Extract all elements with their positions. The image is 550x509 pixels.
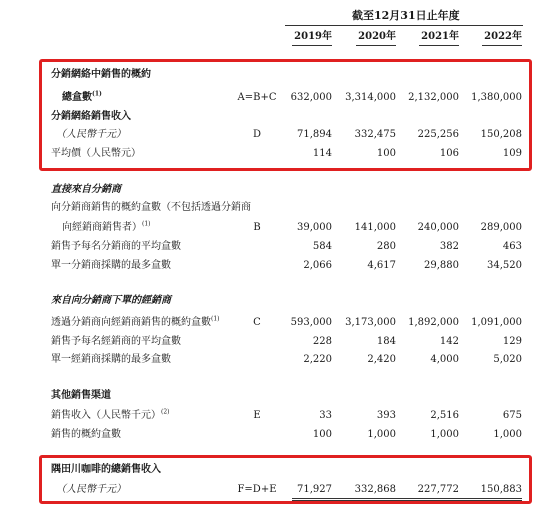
cell-value: 1,892,000: [408, 317, 459, 328]
row-label-other-revenue: 銷售收入（人民幣千元）$^{(2)}$: [51, 408, 170, 421]
cell-value: 332,475: [354, 129, 396, 140]
row-label-total-rmb-thousand: （人民幣千元）: [56, 484, 126, 495]
section-title-other-channels: 其他銷售渠道: [51, 390, 111, 401]
section-title-total-revenue: 隅田川咖啡的總銷售收入: [51, 464, 161, 475]
total-underline: [292, 498, 522, 499]
row-label-boxes-to-distributors-line2: 向經銷商銷售者）$^{(1)}$: [62, 220, 151, 233]
year-2019: 2019年: [294, 31, 332, 42]
cell-value: 106: [439, 148, 459, 159]
cell-value: 142: [439, 336, 459, 347]
section-title-distribution: 分銷網絡中銷售的概約: [51, 69, 151, 80]
cell-value: 463: [502, 241, 522, 252]
cell-value: 228: [312, 336, 332, 347]
row-label-boxes-to-distributors-line1: 向分銷商銷售的概約盒數（不包括透過分銷商: [51, 202, 251, 213]
cell-value: 71,894: [297, 129, 332, 140]
row-label-boxes-to-dealers: 透過分銷商向經銷商銷售的概約盒數$^{(1)}$: [51, 315, 220, 328]
row-code: E: [253, 410, 261, 421]
row-code: C: [253, 317, 261, 328]
cell-value: 100: [312, 429, 332, 440]
row-code: D: [252, 129, 262, 140]
cell-value: 289,000: [480, 222, 522, 233]
cell-value: 227,772: [417, 484, 459, 495]
row-label-avg-per-distributor: 銷售予每名分銷商的平均盒數: [51, 241, 181, 252]
cell-value: 71,927: [297, 484, 332, 495]
cell-value: 1,380,000: [471, 92, 522, 103]
row-label-avg-per-dealer: 銷售予每名經銷商的平均盒數: [51, 336, 181, 347]
year-rule-2019: [292, 45, 332, 46]
cell-value: 129: [502, 336, 522, 347]
cell-value: 675: [502, 410, 522, 421]
cell-value: 240,000: [417, 222, 459, 233]
row-code: A=B+C: [237, 92, 277, 103]
cell-value: 34,520: [487, 260, 522, 271]
row-label-other-boxes: 銷售的概約盒數: [51, 429, 121, 440]
cell-value: 39,000: [297, 222, 332, 233]
cell-value: 2,516: [430, 410, 459, 421]
section-title-direct-distributors: 直接來自分銷商: [51, 184, 121, 195]
year-rule-2021: [419, 45, 459, 46]
cell-value: 114: [312, 148, 332, 159]
cell-value: 3,314,000: [345, 92, 396, 103]
year-rule-2020: [356, 45, 396, 46]
row-label-distribution-revenue: 分銷網絡銷售收入: [51, 111, 131, 122]
cell-value: 141,000: [354, 222, 396, 233]
header-rule: [285, 25, 523, 26]
cell-value: 33: [319, 410, 332, 421]
cell-value: 4,617: [367, 260, 396, 271]
cell-value: 150,883: [480, 484, 522, 495]
cell-value: 332,868: [354, 484, 396, 495]
cell-value: 1,000: [430, 429, 459, 440]
cell-value: 1,000: [493, 429, 522, 440]
cell-value: 632,000: [290, 92, 332, 103]
cell-value: 184: [376, 336, 396, 347]
cell-value: 109: [502, 148, 522, 159]
cell-value: 2,420: [367, 354, 396, 365]
year-2020: 2020年: [358, 31, 396, 42]
cell-value: 584: [312, 241, 332, 252]
highlight-box-total-revenue: [39, 455, 532, 504]
cell-value: 280: [376, 241, 396, 252]
row-label-rmb-thousand: （人民幣千元）: [56, 129, 126, 140]
section-title-dealers-via-distributors: 來自向分銷商下單的經銷商: [51, 295, 171, 306]
row-label-max-per-distributor: 單一分銷商採購的最多盒數: [51, 260, 171, 271]
cell-value: 150,208: [480, 129, 522, 140]
cell-value: 393: [376, 410, 396, 421]
cell-value: 2,132,000: [408, 92, 459, 103]
cell-value: 100: [376, 148, 396, 159]
cell-value: 4,000: [430, 354, 459, 365]
year-2022: 2022年: [484, 31, 522, 42]
year-rule-2022: [482, 45, 522, 46]
year-2021: 2021年: [421, 31, 459, 42]
cell-value: 29,880: [424, 260, 459, 271]
cell-value: 3,173,000: [345, 317, 396, 328]
cell-value: 225,256: [417, 129, 459, 140]
period-header: 截至12月31日止年度: [352, 9, 460, 22]
cell-value: 2,066: [303, 260, 332, 271]
row-code: F=D+E: [237, 484, 277, 495]
row-code: B: [253, 222, 261, 233]
cell-value: 1,000: [367, 429, 396, 440]
row-label-total-boxes: 總盒數$^{(1)}$: [62, 90, 102, 103]
cell-value: 1,091,000: [471, 317, 522, 328]
row-label-average-price: 平均價（人民幣元）: [51, 148, 141, 159]
cell-value: 382: [439, 241, 459, 252]
row-label-max-per-dealer: 單一經銷商採購的最多盒數: [51, 354, 171, 365]
cell-value: 5,020: [493, 354, 522, 365]
cell-value: 2,220: [303, 354, 332, 365]
cell-value: 593,000: [290, 317, 332, 328]
total-double-underline: [292, 500, 522, 501]
